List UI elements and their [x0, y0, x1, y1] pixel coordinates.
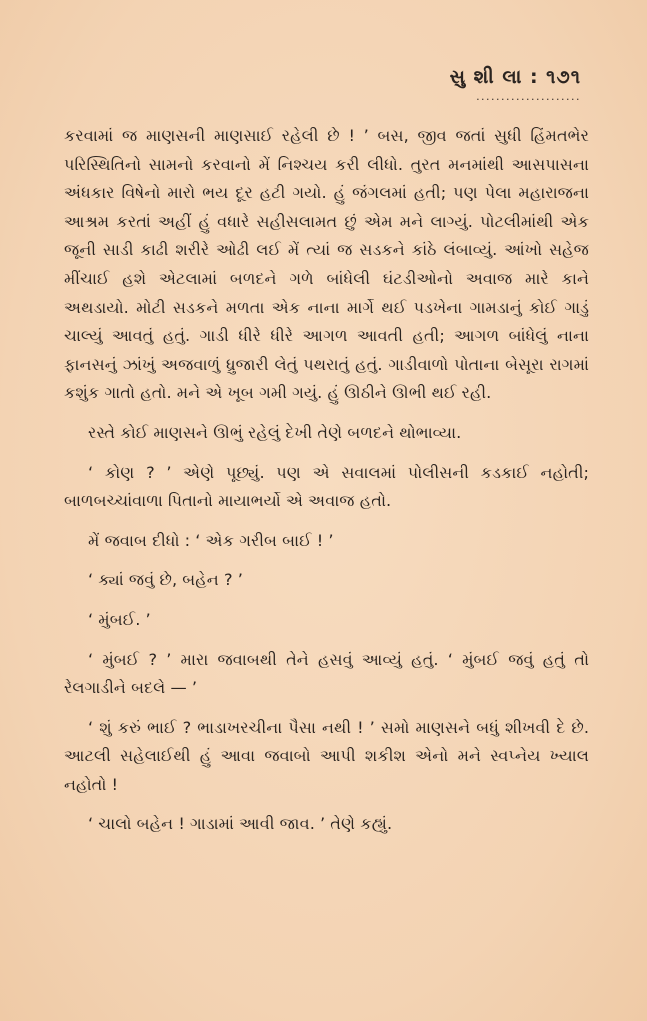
paragraph-3: ‘ કોણ ? ’ એણે પૂછ્યું. પણ એ સવાલમાં પોલીસની કડકાઈ નહોતી; બાળબચ્ચાંવાળા પિતાનો માયાભર્યો એ અવાજ હતો.	[64, 462, 589, 511]
paragraph-4: મેં જવાબ દીધો : ‘ એક ગરીબ બાઈ ! ’	[88, 530, 334, 550]
paragraph-2: રસ્તે કોઈ માણસને ઊભું રહેલું દેખી તેણે બળદને થોભાવ્યા.	[88, 422, 462, 442]
paragraph-6: ‘ મુંબઈ. ’	[88, 609, 151, 629]
running-head: સુ શી લા : ૧૭૧	[449, 66, 581, 88]
paragraph-7: ‘ મુંબઈ ? ’ મારા જવાબથી તેને હસવું આવ્યું હતું. ‘ મુંબઈ જવું હતું તો રેલગાડીને બદલે — ’	[64, 649, 589, 698]
paragraph-8: ‘ શું કરું ભાઈ ? ભાડાખરચીના પૈસા નથી ! ’ સમો માણસને બધું શીખવી દે છે. આટલી સહેલાઈથી હું આવા જવાબો આપી શકીશ એનો મને સ્વપ્નેય ખ્યાલ નહોતો !	[64, 717, 589, 794]
paragraph-1: કરવામાં જ માણસની માણસાઈ રહેલી છે ! ’ બસ, જીવ જતાં સુધી હિંમતભેર પરિસ્થિતિનો સામનો કરવાનો મેં નિશ્ચય કરી લીધો. તુરત મનમાંથી આસપાસના અંધકાર વિષેનો મારો ભય દૂર હટી ગયો. હું જંગલમાં હતી; પણ પેલા મહારાજના આશ્રમ કરતાં અહીં હું વધારે સહીસલામત છું એમ મને લાગ્યું. પોટલીમાંથી એક જૂની સાડી કાઢી શરીરે ઓઢી લઈ મેં ત્યાં જ સડકને કાંઠે લંબાવ્યું. આંખો સહેજ મીંચાઈ હશે એટલામાં બળદને ગળે બાંધેલી ઘંટડીઓનો અવાજ મારે કાને અથડાયો. મોટી સડકને મળતા એક નાના માર્ગે થઈ પડખેના ગામડાનું કોઈ ગાડું ચાલ્યું આવતું હતું. ગાડી ધીરે ધીરે આગળ આવતી હતી; આગળ બાંધેલું નાના ફાનસનું ઝાંખું અજવાળું ધ્રુજારી લેતું પથરાતું હતું. ગાડીવાળો પોતાના બેસૂરા રાગમાં કશુંક ગાતો હતો. મને એ ખૂબ ગમી ગયું. હું ઊઠીને ઊભી થઈ રહી.	[64, 126, 589, 403]
dotted-rule: .....................	[476, 90, 581, 103]
paragraph-9: ‘ ચાલો બહેન ! ગાડામાં આવી જાવ. ’ તેણે કહ્યું.	[88, 814, 393, 834]
paragraph-5: ‘ ક્યાં જવું છે, બહેન ? ’	[88, 570, 243, 590]
